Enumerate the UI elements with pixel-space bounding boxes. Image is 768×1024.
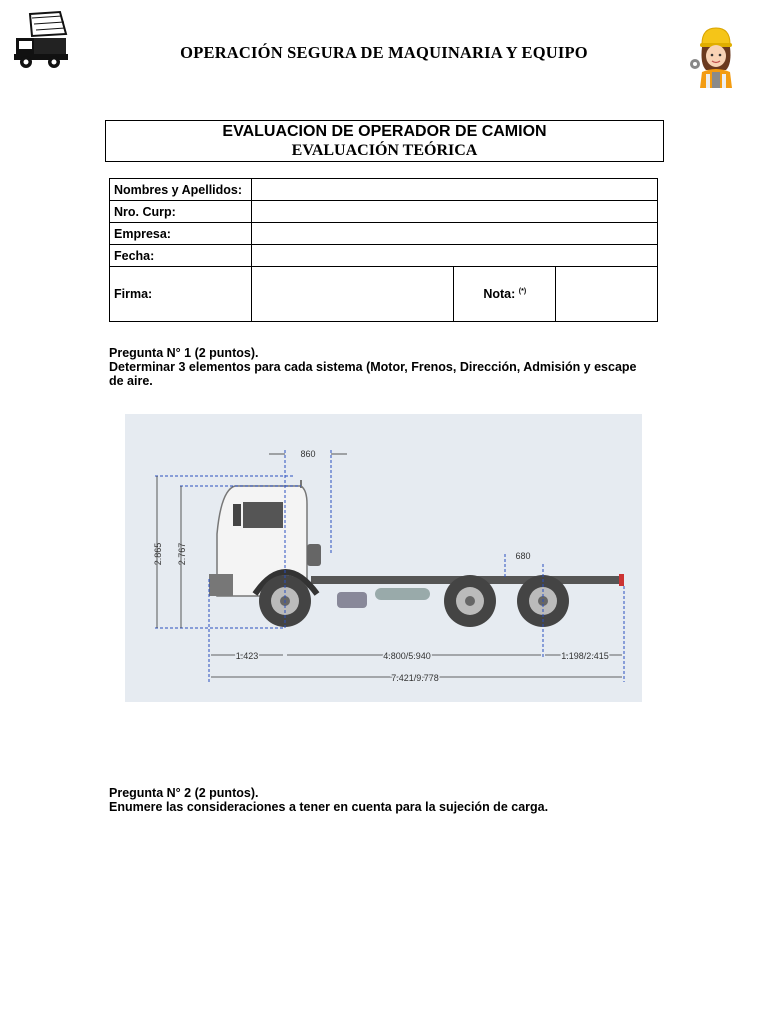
- evaluation-subtitle: EVALUACIÓN TEÓRICA: [291, 142, 478, 159]
- names-label: Nombres y Apellidos:: [110, 179, 252, 201]
- signature-label: Firma:: [110, 267, 252, 322]
- company-label: Empresa:: [110, 223, 252, 245]
- front-bumper: [209, 574, 233, 596]
- company-field[interactable]: [251, 223, 657, 245]
- grade-field[interactable]: [556, 267, 658, 322]
- dim-total-label: 7.421/9.778: [391, 673, 439, 683]
- grade-mark: (*): [518, 287, 527, 295]
- student-info-table: [109, 178, 658, 322]
- question-1-title: Pregunta N° 1 (2 puntos).: [109, 346, 259, 360]
- safety-worker-icon: [690, 26, 738, 88]
- question-2-text: Enumere las consideraciones a tener en cuenta para la sujeción de carga.: [109, 800, 549, 814]
- date-field[interactable]: [251, 245, 657, 267]
- evaluation-title-box: [105, 120, 664, 162]
- question-1-text-line2: de aire.: [109, 374, 153, 388]
- side-mirror: [233, 504, 241, 526]
- date-label: Fecha:: [110, 245, 252, 267]
- rear-wheel-1: [444, 575, 496, 627]
- question-1-text-line1: Determinar 3 elementos para cada sistema (Motor, Frenos, Dirección, Admisión y escape: [109, 360, 637, 374]
- question-2: [109, 786, 548, 814]
- question-1: [109, 346, 637, 388]
- dim-rear-label: 680: [515, 551, 531, 561]
- curp-label: Nro. Curp:: [110, 201, 252, 223]
- dim-wheelbase-label: 4.800/5.940: [383, 651, 431, 661]
- air-tank: [337, 592, 367, 608]
- question-2-title: Pregunta N° 2 (2 puntos).: [109, 786, 259, 800]
- curp-field[interactable]: [251, 201, 657, 223]
- fuel-tank: [375, 588, 430, 600]
- dim-height-cab-label: 2.767: [177, 542, 187, 566]
- dim-overhang-label: 1.198/2.415: [561, 651, 609, 661]
- cab-window: [243, 502, 283, 528]
- dim-top-label: 860: [300, 449, 316, 459]
- rear-light: [619, 574, 624, 586]
- truck-dimensions-diagram: [125, 414, 642, 702]
- signature-field[interactable]: [251, 267, 454, 322]
- evaluation-title: EVALUACION DE OPERADOR DE CAMION: [222, 123, 547, 140]
- dim-height-total-label: 2.865: [153, 542, 163, 566]
- header-title: OPERACIÓN SEGURA DE MAQUINARIA Y EQUIPO: [180, 43, 588, 62]
- names-field[interactable]: [251, 179, 657, 201]
- dim-front-label: 1.423: [235, 651, 259, 661]
- grade-label: Nota:: [483, 287, 516, 301]
- grade-label-cell: [454, 267, 556, 322]
- air-filter: [307, 544, 321, 566]
